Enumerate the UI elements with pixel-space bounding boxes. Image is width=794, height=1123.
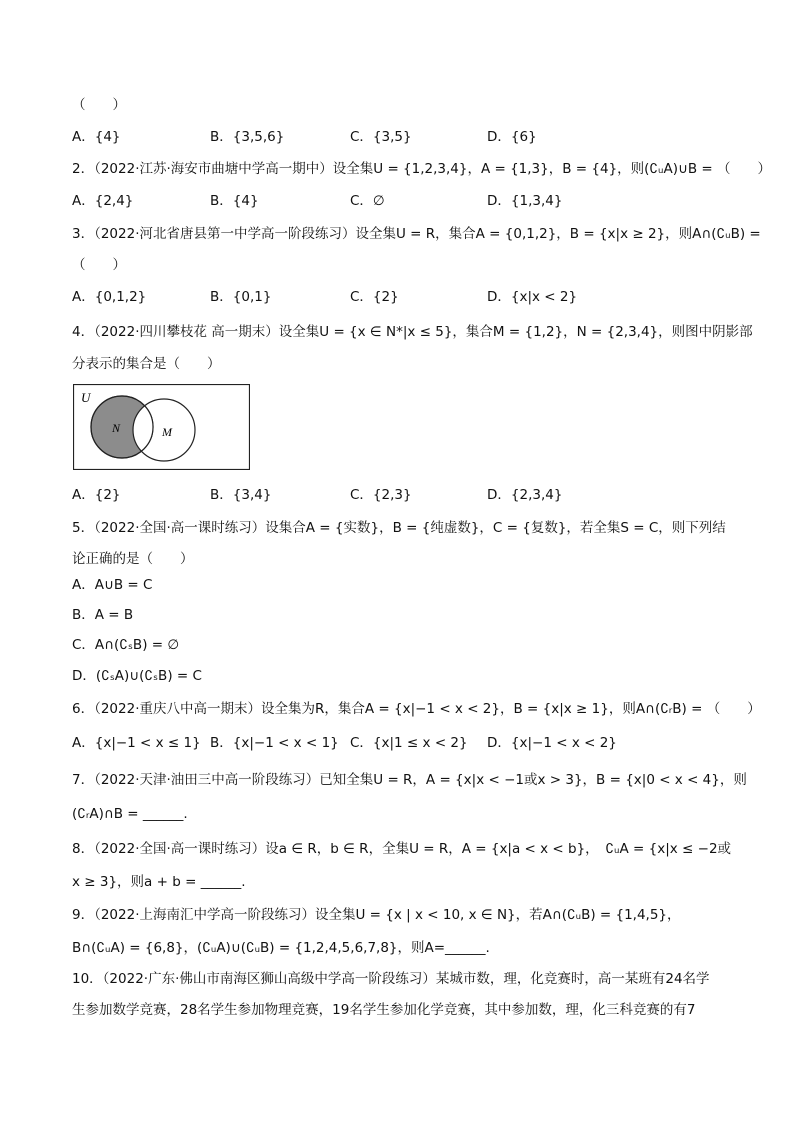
- q6-option-a: A．{x|−1 < x ≤ 1}: [72, 735, 201, 751]
- q6-option-b: B．{x|−1 < x < 1}: [210, 735, 339, 751]
- q2-stem: 2．（2022·江苏·海安市曲塘中学高一期中）设全集U = {1,2,3,4}，A = {1,3}，B = {4}，则(∁ᵤA)∪B = （ ）: [72, 161, 772, 177]
- q1-option-c: C．{3,5}: [350, 129, 412, 145]
- q4-stem-line1: 4．（2022·四川攀枝花 高一期末）设全集U = {x ∈ N*|x ≤ 5}，集合M = {1,2}，N = {2,3,4}，则图中阴影部: [72, 324, 753, 340]
- q4-option-d: D．{2,3,4}: [487, 487, 563, 503]
- q3-option-a: A．{0,1,2}: [72, 289, 147, 305]
- venn-n-label: N: [112, 421, 121, 435]
- q9-stem-line2: B∩(∁ᵤA) = {6,8}，(∁ᵤA)∪(∁ᵤB) = {1,2,4,5,6,7,8}，则A=______.: [72, 940, 490, 956]
- q7-stem-line2: (∁ᵣA)∩B = ______.: [72, 806, 188, 822]
- venn-universe-label: U: [81, 390, 91, 405]
- q2-option-a: A．{2,4}: [72, 193, 134, 209]
- venn-m-label: M: [162, 425, 172, 439]
- q4-option-a: A．{2}: [72, 487, 121, 503]
- q5-option-b: B．A = B: [72, 607, 134, 623]
- q1-option-a: A．{4}: [72, 129, 121, 145]
- q5-option-d: D．(∁ₛA)∪(∁ₛB) = C: [72, 668, 202, 684]
- q3-option-c: C．{2}: [350, 289, 399, 305]
- q1-option-d: D．{6}: [487, 129, 537, 145]
- q5-option-a: A．A∪B = C: [72, 577, 153, 593]
- q3-stem-line2: （ ）: [72, 257, 126, 273]
- q6-option-d: D．{x|−1 < x < 2}: [487, 735, 617, 751]
- q8-stem-line2: x ≥ 3}，则a + b = ______.: [72, 874, 246, 890]
- q6-option-c: C．{x|1 ≤ x < 2}: [350, 735, 468, 751]
- q3-stem-line1: 3．（2022·河北省唐县第一中学高一阶段练习）设全集U = R，集合A = {0,1,2}，B = {x|x ≥ 2}，则A∩(∁ᵤB) =: [72, 226, 761, 242]
- q2-option-c: C．∅: [350, 193, 385, 209]
- q5-option-c: C．A∩(∁ₛB) = ∅: [72, 637, 180, 653]
- q3-option-b: B．{0,1}: [210, 289, 272, 305]
- q10-stem-line2: 生参加数学竞赛，28名学生参加物理竞赛，19名学生参加化学竞赛，其中参加数，理，化三科竞赛的有7: [72, 1002, 696, 1018]
- q7-stem-line1: 7．（2022·天津·油田三中高一阶段练习）已知全集U = R，A = {x|x < −1或x > 3}，B = {x|0 < x < 4}，则: [72, 772, 747, 788]
- q10-stem-line1: 10．（2022·广东·佛山市南海区狮山高级中学高一阶段练习）某城市数，理，化竞赛时，高一某班有24名学: [72, 971, 710, 987]
- q4-stem-line2: 分表示的集合是（ ）: [72, 356, 221, 372]
- q5-stem-line2: 论正确的是（ ）: [72, 551, 194, 567]
- q6-stem: 6．（2022·重庆八中高一期末）设全集为R，集合A = {x|−1 < x < 2}，B = {x|x ≥ 1}，则A∩(∁ᵣB) = （ ）: [72, 701, 761, 717]
- q4-option-b: B．{3,4}: [210, 487, 272, 503]
- q1-option-b: B．{3,5,6}: [210, 129, 285, 145]
- q2-option-b: B．{4}: [210, 193, 259, 209]
- venn-diagram: [73, 384, 250, 470]
- q3-option-d: D．{x|x < 2}: [487, 289, 578, 305]
- q8-stem-line1: 8．（2022·全国·高一课时练习）设a ∈ R，b ∈ R，全集U = R，A = {x|a < x < b}， ∁ᵤA = {x|x ≤ −2或: [72, 841, 732, 857]
- q5-stem-line1: 5．（2022·全国·高一课时练习）设集合A = {实数}，B = {纯虚数}，C = {复数}，若全集S = C，则下列结: [72, 520, 726, 536]
- q1-bracket: （ ）: [72, 97, 126, 113]
- q9-stem-line1: 9．（2022·上海南汇中学高一阶段练习）设全集U = {x | x < 10, x ∈ N}，若A∩(∁ᵤB) = {1,4,5}，: [72, 907, 681, 923]
- q2-option-d: D．{1,3,4}: [487, 193, 563, 209]
- q4-option-c: C．{2,3}: [350, 487, 412, 503]
